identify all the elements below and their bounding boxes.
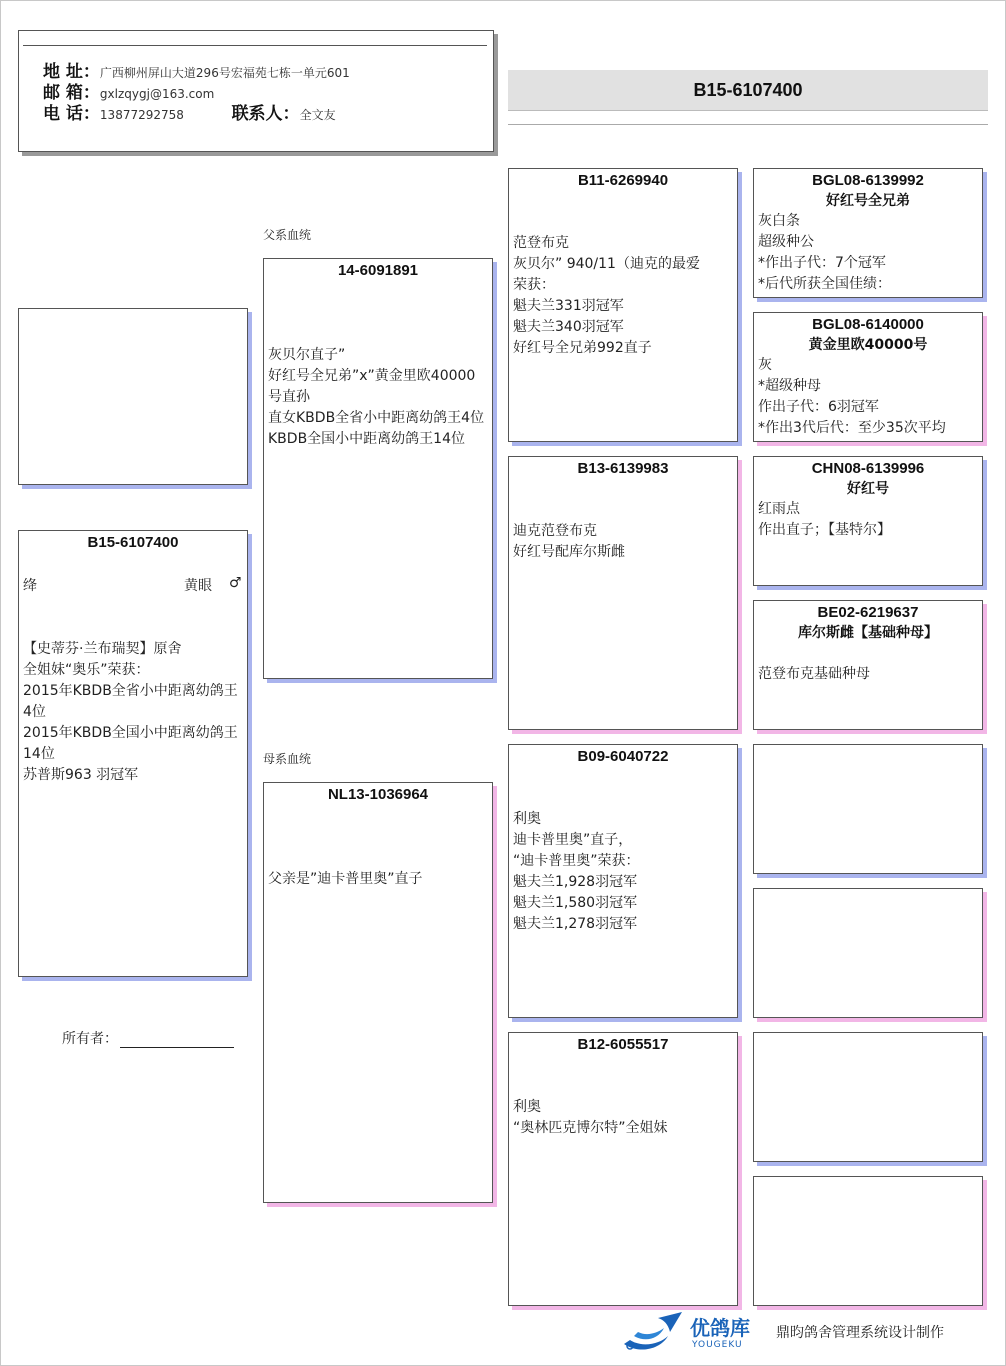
- grandsire-maternal-card: [508, 744, 738, 1018]
- dam-ring: NL13-1036964: [327, 786, 429, 803]
- great-grandparent-ring: BE02-6219637: [817, 604, 919, 621]
- pedigree-title: B15-6107400: [508, 70, 988, 111]
- great-grandparent-name: 黄金里欧40000号: [808, 337, 928, 353]
- great-grandparent-notes: 范登布克基础种母: [758, 666, 870, 682]
- phone-row: [43, 99, 336, 124]
- phone-label: 电 话：: [43, 104, 100, 124]
- great-grandparent-notes: 灰白条 超级种公 *作出子代：7个冠军 *后代所获全国佳绩：: [758, 213, 891, 292]
- great-grandparent-name: 库尔斯雌【基础种母】: [798, 625, 938, 641]
- great-grandparent-card-empty: [753, 1032, 983, 1162]
- grandparent-notes: 利奥 迪卡普里奥”直子， “迪卡普里奥”荣获： 魁夫兰1,928羽冠军 魁夫兰1,580羽冠军 魁夫兰1,278羽冠军: [513, 811, 640, 932]
- great-grandparent-ring: CHN08-6139996: [811, 460, 925, 477]
- email-label: 邮 箱：: [43, 83, 100, 103]
- subject-color: 绛: [23, 578, 37, 594]
- grandparent-ring: B09-6040722: [577, 748, 669, 765]
- granddam-maternal-card: [508, 1032, 738, 1306]
- phone-value: 13877292758: [99, 108, 184, 122]
- great-grandparent-card: [753, 312, 983, 442]
- contact-person-value: 全文友: [299, 108, 336, 122]
- great-grandparent-ring: BGL08-6140000: [812, 316, 924, 333]
- sire-card: [263, 258, 493, 679]
- great-grandparent-card-empty: [753, 744, 983, 874]
- photo-placeholder: [18, 308, 248, 485]
- logo-english: YOUGEKU: [692, 1340, 743, 1350]
- grandparent-ring: B13-6139983: [577, 460, 669, 477]
- subject-notes: 【史蒂芬·兰布瑞契】原舍 全姐妹“奥乐”荣获： 2015年KBDB全省小中距离幼鸽王4位 2015年KBDB全国小中距离幼鸽王14位 苏普斯963 羽冠军: [23, 641, 238, 783]
- great-grandparent-card: [753, 456, 983, 586]
- dam-card: [263, 782, 493, 1203]
- title-rule: [508, 124, 988, 125]
- address-label: 地 址：: [43, 62, 100, 82]
- dam-side-label: 母系血统: [263, 752, 312, 766]
- great-grandparent-card-empty: [753, 1176, 983, 1306]
- subject-ring: B15-6107400: [87, 534, 179, 551]
- owner-label: 所有者：: [62, 1031, 118, 1047]
- subject-card: [18, 530, 248, 977]
- great-grandparent-card: [753, 168, 983, 298]
- sire-ring: 14-6091891: [337, 262, 419, 279]
- great-grandparent-notes: 红雨点 作出直子；【基特尔】: [758, 501, 891, 538]
- owner-field: [62, 1028, 234, 1048]
- subject-eye: 黄眼: [184, 578, 212, 594]
- great-grandparent-card-empty: [753, 888, 983, 1018]
- grandparent-ring: B11-6269940: [577, 172, 669, 189]
- footer-credit: 鼎昀鸽舍管理系统设计制作: [776, 1325, 944, 1341]
- logo-name: 优鸽库: [690, 1316, 750, 1340]
- logo-wave-icon: [620, 1310, 686, 1354]
- dam-notes: 父亲是”迪卡普里奥”直子: [268, 871, 423, 887]
- granddam-paternal-card: [508, 456, 738, 730]
- male-sex-icon: ♂: [229, 575, 242, 591]
- contact-person-label: 联系人：: [231, 104, 300, 124]
- grandparent-notes: 利奥 “奥林匹克博尔特”全姐妹: [513, 1099, 668, 1136]
- grandparent-ring: B12-6055517: [577, 1036, 669, 1053]
- great-grandparent-card: [753, 600, 983, 730]
- address-value: 广西柳州屏山大道296号宏福苑七栋一单元601: [99, 66, 350, 80]
- grandparent-notes: 迪克范登布克 好红号配库尔斯雌: [513, 523, 625, 560]
- grandparent-notes: 范登布克 灰贝尔” 940/11（迪克的最爱 荣获： 魁夫兰331羽冠军 魁夫兰340羽冠军 好红号全兄弟992直子: [513, 235, 700, 356]
- contact-divider: [23, 45, 487, 46]
- great-grandparent-name: 好红号: [847, 481, 889, 497]
- sire-notes: 灰贝尔直子” 好红号全兄弟”x”黄金里欧40000号直孙 直女KBDB全省小中距离幼鸽王4位 KBDB全国小中距离幼鸽王14位: [268, 347, 485, 447]
- great-grandparent-name: 好红号全兄弟: [826, 193, 910, 209]
- owner-blank-line: [120, 1033, 234, 1048]
- subject-attributes: [19, 575, 247, 597]
- great-grandparent-ring: BGL08-6139992: [812, 172, 924, 189]
- email-value: gxlzqygj@163.com: [99, 87, 215, 101]
- grandsire-paternal-card: [508, 168, 738, 442]
- great-grandparent-notes: 灰 *超级种母 作出子代：6羽冠军 *作出3代后代：至少35次平均: [758, 357, 946, 436]
- sire-side-label: 父系血统: [263, 228, 312, 242]
- contact-card: [18, 30, 494, 152]
- footer: [620, 1310, 990, 1356]
